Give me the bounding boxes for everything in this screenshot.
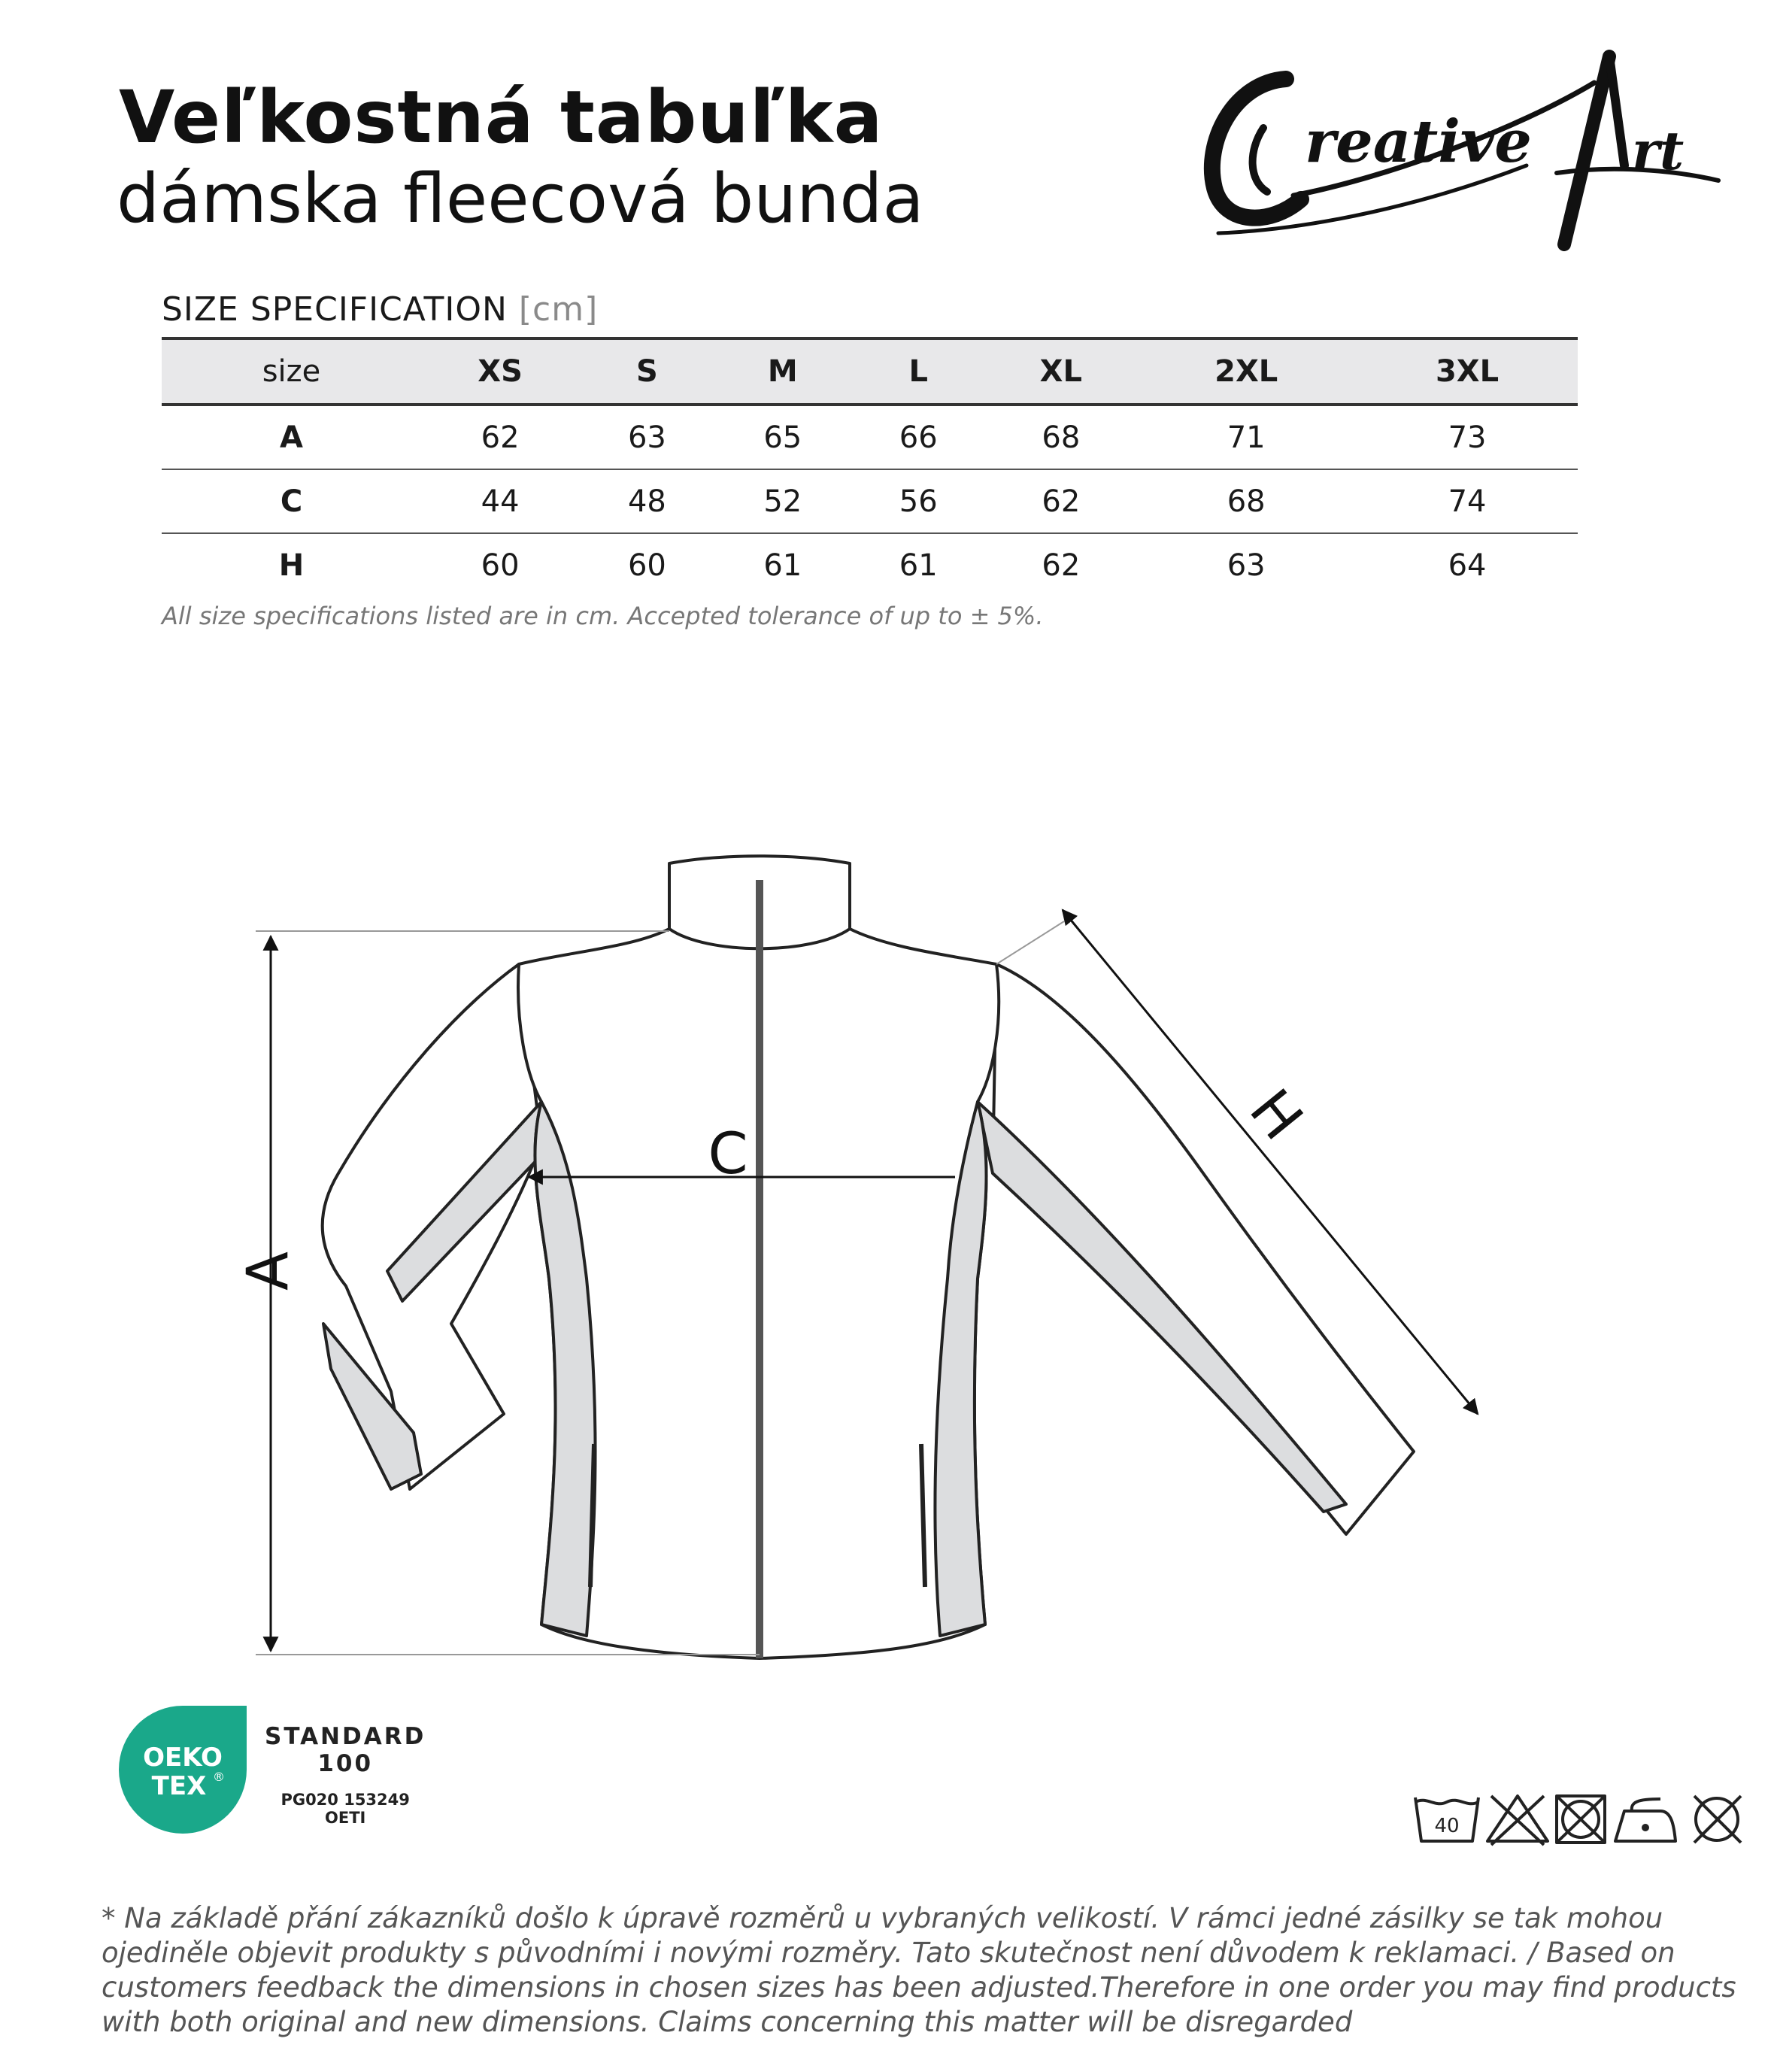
measure-a-label: A (234, 1251, 301, 1291)
column-header: XL (986, 338, 1136, 405)
oeko-institute: OETI (325, 1809, 366, 1828)
table-cell: 61 (763, 548, 802, 583)
size-table (162, 337, 1578, 596)
row-label: C (162, 469, 421, 533)
table-cell: 73 (1357, 405, 1578, 469)
table-cell: 52 (715, 469, 851, 533)
table-cell: 56 (851, 469, 986, 533)
table-cell: 63 (579, 405, 714, 469)
no-tumble-dry-icon (1557, 1796, 1605, 1843)
oeko-standard-number: 100 (317, 1749, 374, 1777)
oeko-standard: STANDARD (265, 1723, 426, 1750)
column-header: M (715, 338, 851, 405)
table-cell: 74 (1357, 469, 1578, 533)
oeko-tex-badge (119, 1706, 247, 1834)
size-spec-unit: [cm] (518, 290, 599, 329)
table-cell: 60 (627, 548, 666, 583)
oeko-tex-line2: TEX (151, 1771, 207, 1801)
table-cell: 60 (481, 548, 520, 583)
table-cell: 63 (1227, 548, 1266, 583)
wash-40-icon (1415, 1797, 1478, 1841)
column-header: 2XL (1136, 338, 1357, 405)
table-cell: 62 (1042, 548, 1081, 583)
table-row (162, 469, 1578, 533)
care-symbols (1412, 1788, 1751, 1849)
table-cell: 66 (851, 405, 986, 469)
oeko-tex-line1: OEKO (143, 1743, 223, 1773)
svg-text:rt: rt (1632, 120, 1685, 182)
measure-h-label: H (1236, 1076, 1317, 1153)
row-label: H (278, 548, 305, 583)
no-bleach-icon (1487, 1796, 1548, 1845)
column-header: size (162, 338, 421, 405)
iron-low-icon (1615, 1799, 1675, 1841)
table-cell: 64 (1448, 548, 1487, 583)
creativeart-logo (1203, 38, 1722, 263)
oeko-code: PG020 153249 (281, 1791, 410, 1810)
column-header: XS (421, 338, 579, 405)
right-sleeve (993, 964, 1414, 1534)
column-header: L (851, 338, 986, 405)
footnote: * Na základě přání zákazníků došlo k úpravě rozměrů u vybraných velikostí. V rámci jedné zásilky se tak mohou ojediněle objevit produkty s původními i novými rozměry. Tato skutečnost není důvodem k reklamaci. / Based on customers feedback the dimensions in chosen sizes has been adjusted.Therefore in one order you may find products with both original and new dimensions. Claims concerning this matter will be disregarded (102, 1902, 1736, 2038)
table-cell: 61 (899, 548, 938, 583)
table-row (162, 405, 1578, 469)
table-cell: 68 (986, 405, 1136, 469)
svg-text:reative: reative (1305, 108, 1532, 176)
row-label: A (162, 405, 421, 469)
measure-c-label: C (708, 1120, 748, 1187)
oeko-tex-info (265, 1724, 426, 1828)
tolerance-note: All size specifications listed are in cm. Accepted tolerance of up to ± 5%. (162, 602, 1044, 630)
column-header: 3XL (1357, 338, 1578, 405)
table-cell: 65 (715, 405, 851, 469)
size-spec-heading (162, 290, 598, 329)
table-cell: 71 (1136, 405, 1357, 469)
table-cell: 44 (421, 469, 579, 533)
jacket-diagram (0, 812, 1774, 1745)
table-cell: 68 (1136, 469, 1357, 533)
table-row (162, 533, 1578, 596)
page-subtitle: dámska fleecová bunda (117, 159, 924, 238)
page-title: Veľkostná tabuľka (119, 75, 884, 159)
no-dry-clean-icon (1694, 1796, 1741, 1843)
wash-temp: 40 (1434, 1815, 1460, 1837)
table-cell: 62 (986, 469, 1136, 533)
table-cell: 48 (579, 469, 714, 533)
column-header: S (579, 338, 714, 405)
table-cell: 62 (421, 405, 579, 469)
size-table-header-row (162, 338, 1578, 405)
oeko-tex-mark: ® (213, 1770, 225, 1784)
size-spec-heading-text: SIZE SPECIFICATION (162, 290, 508, 329)
